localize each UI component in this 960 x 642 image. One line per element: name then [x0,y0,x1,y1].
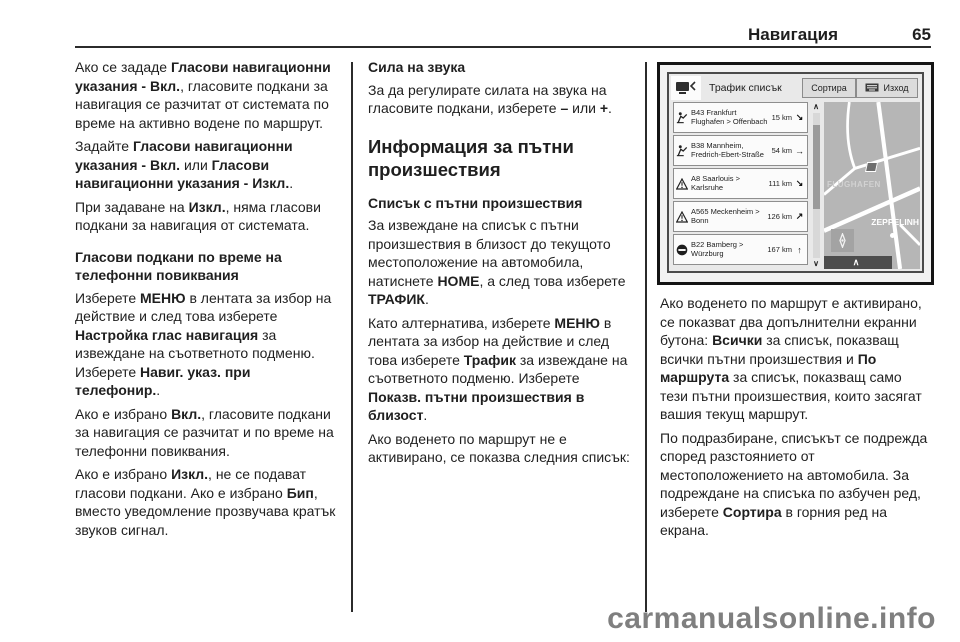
collapse-button[interactable] [824,256,892,269]
screen-title: Трафик списък [709,82,782,94]
scroll-up-icon[interactable] [813,103,819,111]
keyboard-icon [865,83,879,94]
page-number: 65 [912,25,931,44]
paragraph: Ако се зададе Гласови навигационни указания - Вкл., гласовите подкани за навигация се разчитат от системата по време на активно водене по маршрут. [75,59,331,131]
scrollbar[interactable] [808,102,824,269]
exit-button-label: Изход [883,83,909,93]
paragraph: Ако воденето по маршрут е активирано, се показват два допълнителни екранни бутона: Всички за списък, показващ всички пътни произшествия и По маршрута за списък, показващ само тези пътни произшествия, които засягат вашия текущ маршрут. [660,295,922,422]
header-rule [75,46,931,48]
direction-arrow-icon: ↘ [795,178,804,188]
text-column-3 [660,294,932,545]
scroll-down-icon[interactable] [813,260,819,268]
incident-distance: 111 km [768,179,792,188]
scrollbar-track[interactable] [813,113,820,258]
sort-button[interactable]: Сортира [802,78,856,98]
paragraph: Ако е избрано Вкл., гласовите подкани за навигация се разчитат и по време на телефонни повиквания. [75,405,334,459]
incident-route: B43 Frankfurt Flughafen > Offenbach [691,108,768,126]
incident-route: A8 Saarlouis > Karlsruhe [691,174,740,192]
section-heading: Гласови подкани по време на телефонни повиквания [75,248,282,283]
paragraph: За извеждане на списък с пътни произшествия в близост до текущото местоположение на автомобила, натиснете HOME, а след това изберете ТРАФИК. [368,217,626,307]
incident-distance: 126 km [767,212,792,221]
incident-route: B22 Bamberg > Würzburg [691,240,744,258]
chapter-heading: Информация за пътни произшествия [368,135,574,180]
paragraph: Изберете МЕНЮ в лентата за избор на действие и след това изберете Настройка глас навигация за извеждане на съответното подменю. Изберете Навиг. указ. при телефонир.. [75,289,332,398]
traffic-incident-list [671,102,808,269]
page-title: Навигация [748,25,838,44]
direction-arrow-icon: ↑ [797,244,802,255]
traffic-list-item[interactable] [673,168,808,199]
back-icon[interactable] [671,76,701,100]
map-label: ZEPPELINH [871,217,919,227]
infotainment-screenshot [657,62,934,285]
warning-icon [676,178,690,190]
screen-body [671,102,920,269]
incident-distance: 167 km [767,245,792,254]
scrollbar-thumb[interactable] [813,125,820,209]
paragraph: За да регулирате силата на звука на гласовите подкани, изберете – или +. [368,81,612,116]
text-column-1 [75,58,339,544]
incident-distance: 54 km [771,146,792,155]
paragraph: При задаване на Изкл., няма гласови подкани за навигация от системата. [75,198,321,233]
paragraph: Задайте Гласови навигационни указания - Вкл. или Гласови навигационни указания - Изкл.. [75,138,294,191]
no-entry-icon [676,244,690,256]
map-label: FLUGHAFEN [827,180,881,189]
direction-arrow-icon: → [795,145,804,156]
incident-route: A565 Meckenheim > Bonn [691,207,760,225]
traffic-list-item[interactable] [673,102,808,133]
traffic-list-screen [667,72,924,273]
column-divider [351,62,353,612]
map-preview [824,102,920,269]
traffic-list-item[interactable] [673,201,808,232]
paragraph: Като алтернатива, изберете МЕНЮ в лентата за избор на действие и след това изберете Трафик за извеждане на съответното подменю. Изберете Показв. пътни произшествия в близост. [368,314,628,423]
map-poi-dot [890,233,895,238]
watermark: carmanualsonline.info [607,602,936,635]
traffic-list-item[interactable] [673,135,808,166]
paragraph: По подразбиране, списъкът се подрежда според разстоянието от местоположението на автомобила. За подреждане на списъка по азбучен ред, изберете Сортира в горния ред на екрана. [660,429,928,538]
section-heading: Списък с пътни произшествия [368,194,583,211]
direction-arrow-icon: ↗ [795,211,804,221]
roadworks-icon [676,111,690,124]
incident-route: B38 Mannheim, Fredrich-Ebert-Straße [691,141,764,159]
compass-button[interactable] [831,229,854,252]
screen-header [671,76,920,100]
incident-distance: 15 km [771,113,792,122]
roadworks-icon [676,144,690,157]
text-column-2 [368,58,630,472]
traffic-list-item[interactable] [673,234,808,265]
paragraph: Ако воденето по маршрут не е активирано, се показва следния списък: [368,430,630,465]
exit-button[interactable] [856,78,918,98]
warning-icon [676,211,690,223]
paragraph: Ако е избрано Изкл., не се подават гласови подкани. Ако е избрано Бип, вместо уведомление прозвучава кратък звуков сигнал. [75,466,336,538]
compass-icon [835,233,850,248]
direction-arrow-icon: ↘ [795,112,804,122]
section-heading: Сила на звука [368,59,466,75]
column-divider [645,62,647,612]
